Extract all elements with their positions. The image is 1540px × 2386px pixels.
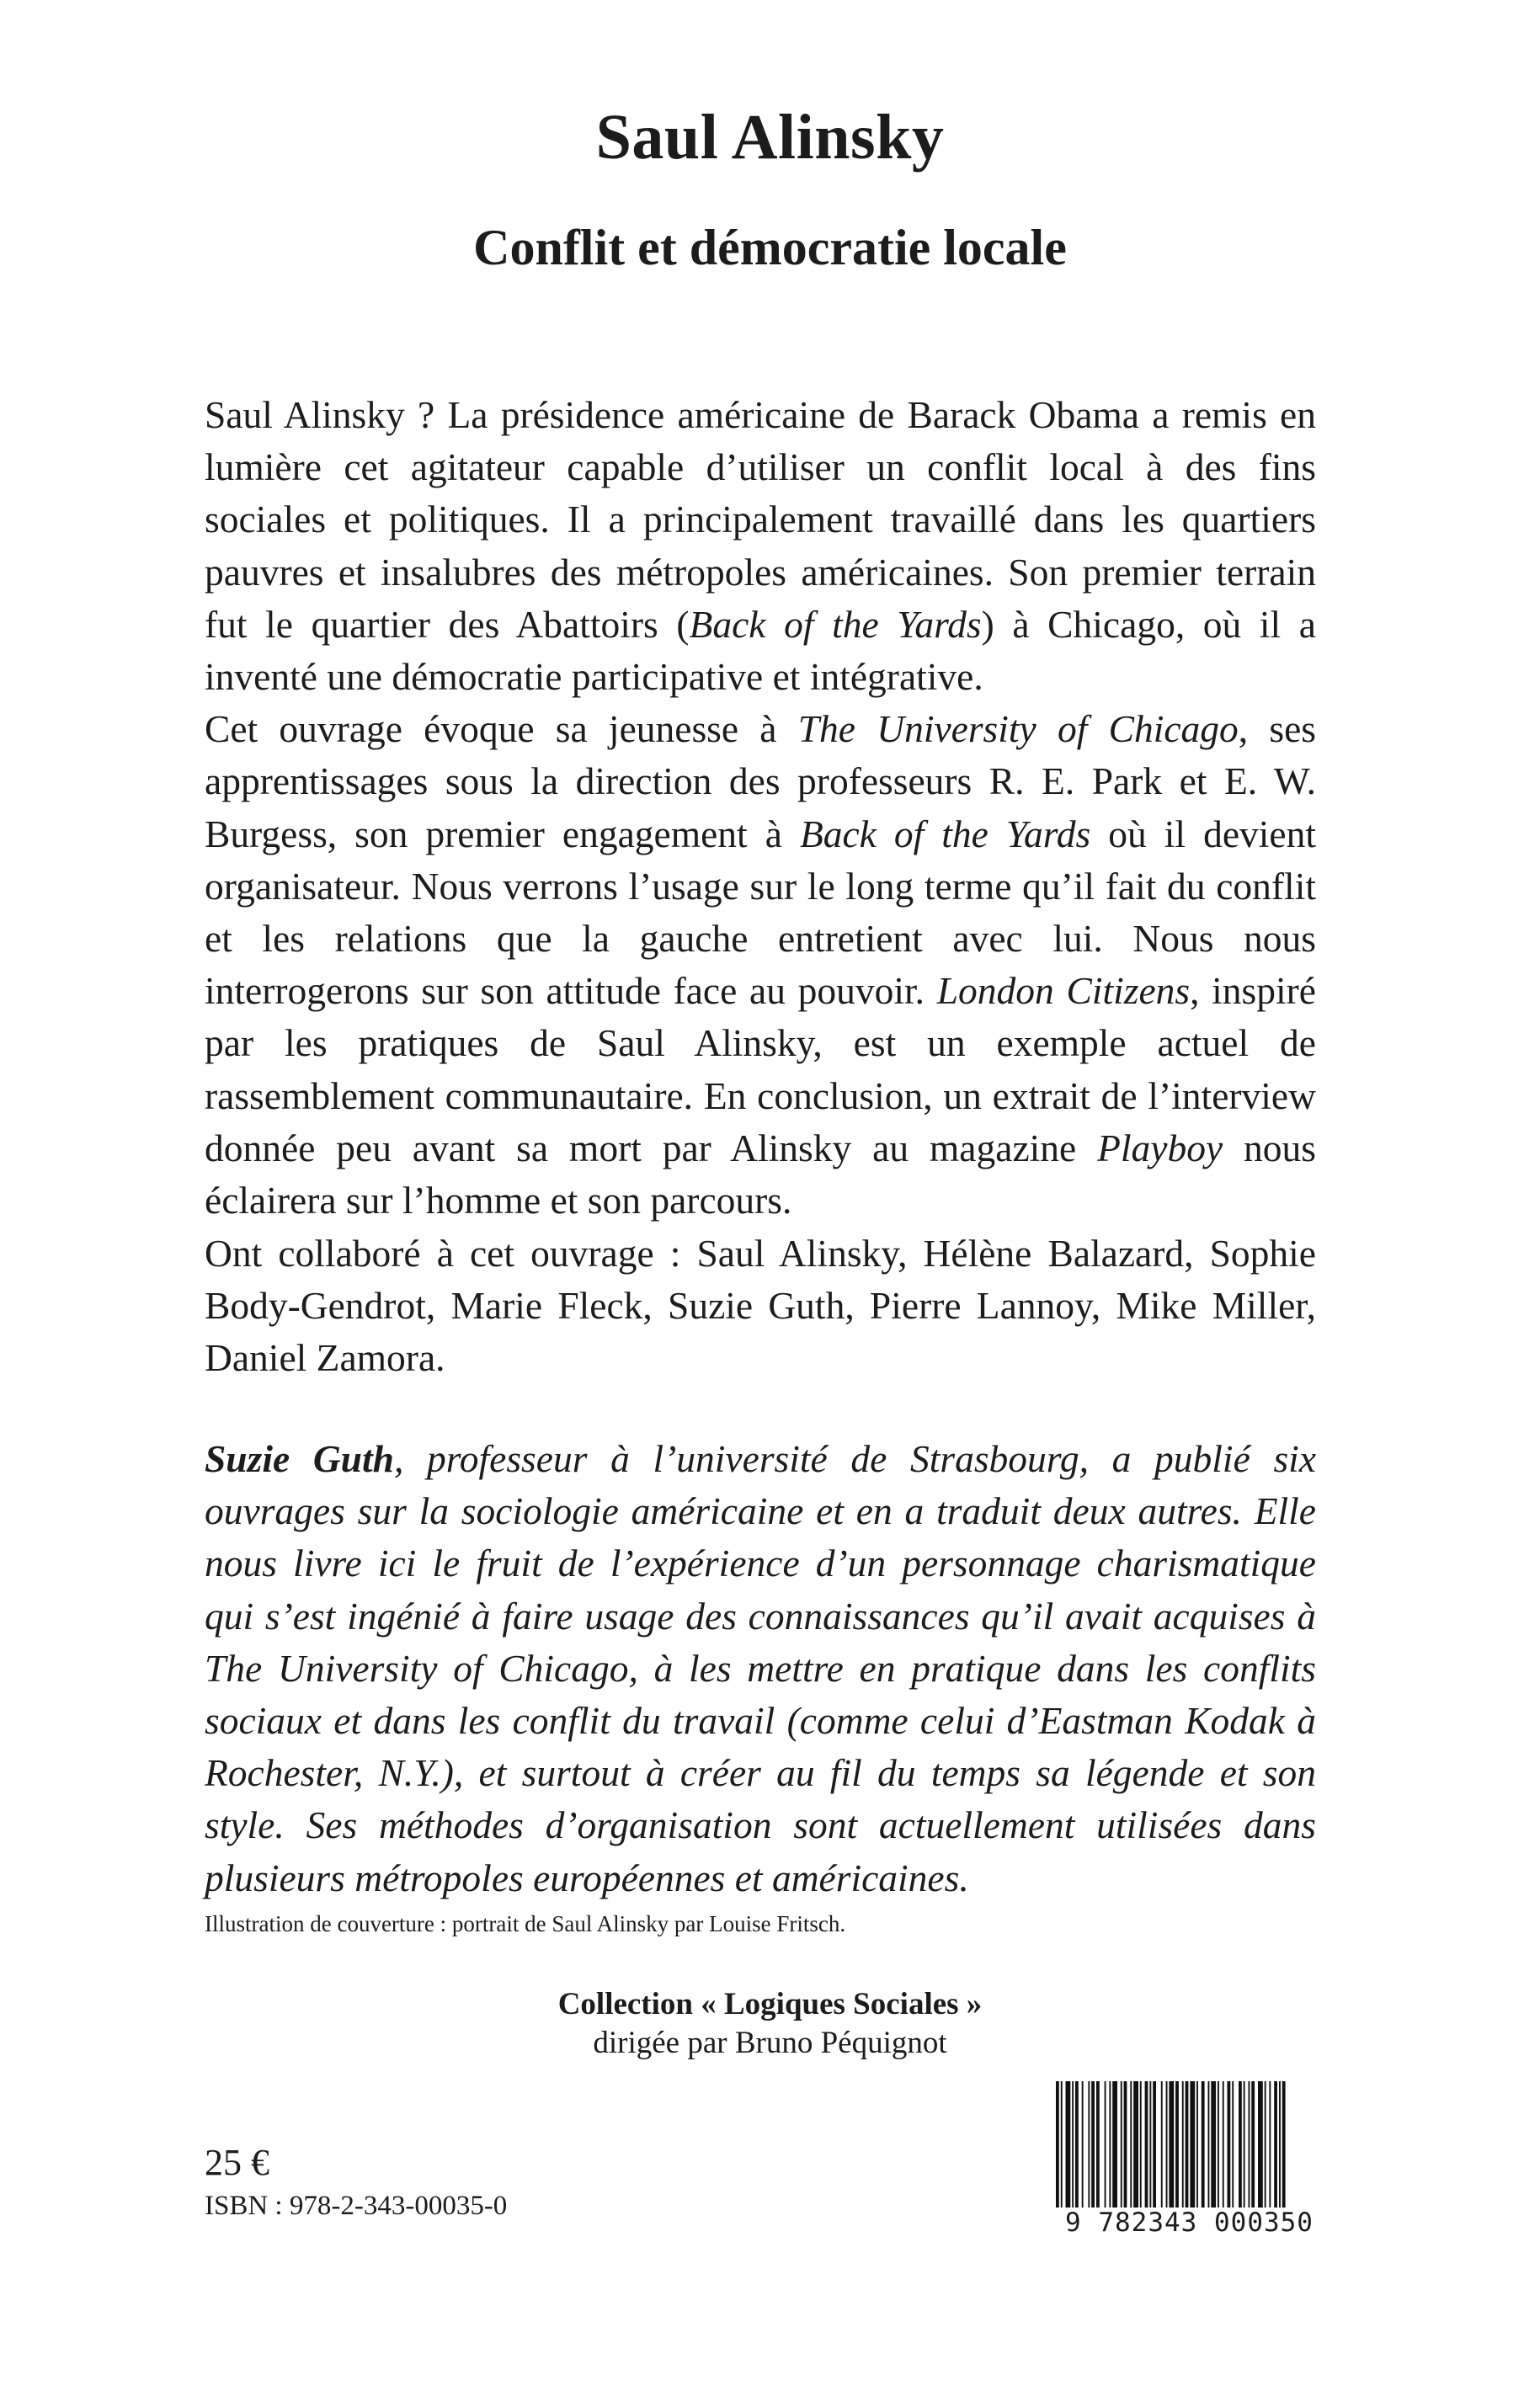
barcode-digits: 9 782343 000350 bbox=[1052, 2208, 1326, 2238]
price: 25 € bbox=[205, 2142, 269, 2183]
summary-italic-title: Playboy bbox=[1097, 1126, 1223, 1169]
author-name: Suzie Guth bbox=[205, 1437, 394, 1480]
summary bbox=[205, 389, 1316, 1227]
author-bio bbox=[205, 1433, 1316, 1904]
summary-text: ) à Chicago, où il a inventé une démocratie participative et intégrative. bbox=[205, 602, 1316, 699]
book-title: Saul Alinsky bbox=[595, 102, 945, 173]
contributors: Ont collaboré à cet ouvrage : Saul Alinsky, Hélène Balazard, Sophie Body-Gendrot, Marie Fleck, Suzie Guth, Pierre Lannoy, Mike Miller, Daniel Zamora. bbox=[205, 1232, 1316, 1380]
summary-paragraph-1 bbox=[205, 389, 1316, 703]
summary-italic-title: London Citizens bbox=[936, 969, 1191, 1013]
summary-text: où il devient organisateur. Nous verrons l’usage sur le long terme qu’il fait du conflit et les relations que la gauche entretient avec lui. Nous nous interrogerons sur son attitude face au pouvoir. bbox=[205, 812, 1316, 1013]
summary-italic-title: The University of Chicago bbox=[797, 707, 1239, 751]
author-bio-text: , professeur à l’université de Strasbourg, a publié six ouvrages sur la sociologie américaine et en a traduit deux autres. Elle nous livre ici le fruit de l’expérience d’un personnage charismatique qui s’est ingénié à faire usage des connaissances qu’il avait acquises à The University of Chicago, à les mettre en pratique dans les conflits sociaux et dans les conflit du travail (comme celui d’Eastman Kodak à Rochester, N.Y.), et surtout à créer au fil du temps sa légende et son style. Ses méthodes d’organisation sont actuellement utilisées dans plusieurs métropoles européennes et américaines. bbox=[205, 1437, 1316, 1899]
isbn: ISBN : 978-2-343-00035-0 bbox=[205, 2191, 508, 2221]
collection-name: Collection « Logiques Sociales » bbox=[557, 1987, 983, 2021]
summary-text: Saul Alinsky ? La présidence américaine de Barack Obama a remis en lumière cet agitateur capable d’utiliser un conflit local à des fins sociales et politiques. Il a principalement travaillé dans les quartiers pauvres et insalubres des métropoles américaines. Son premier terrain fut le quartier des Abattoirs ( bbox=[205, 393, 1316, 646]
summary-text: Cet ouvrage évoque sa jeunesse à bbox=[205, 707, 798, 751]
collection-info bbox=[0, 1985, 1540, 2063]
summary-text: , inspiré par les pratiques de Saul Alinsky, est un exemple actuel de rassemblement communautaire. En conclusion, un extrait de l’interview donnée peu avant sa mort par Alinsky au magazine bbox=[205, 969, 1317, 1169]
cover-credit: Illustration de couverture : portrait de Saul Alinsky par Louise Fritsch. bbox=[205, 1911, 846, 1936]
summary-text: nous éclairera sur l’homme et son parcours. bbox=[205, 1126, 1316, 1222]
collection-director: dirigée par Bruno Péquignot bbox=[593, 2026, 947, 2060]
book-subtitle: Conflit et démocratie locale bbox=[473, 220, 1067, 275]
summary-italic-title: Back of the Yards bbox=[689, 602, 982, 646]
summary-paragraph-2 bbox=[205, 703, 1316, 1227]
barcode bbox=[1052, 2081, 1326, 2241]
summary-text: , ses apprentissages sous la direction des professeurs R. E. Park et E. W. Burgess, son premier engagement à bbox=[205, 707, 1316, 855]
summary-italic-title: Back of the Yards bbox=[799, 812, 1091, 855]
